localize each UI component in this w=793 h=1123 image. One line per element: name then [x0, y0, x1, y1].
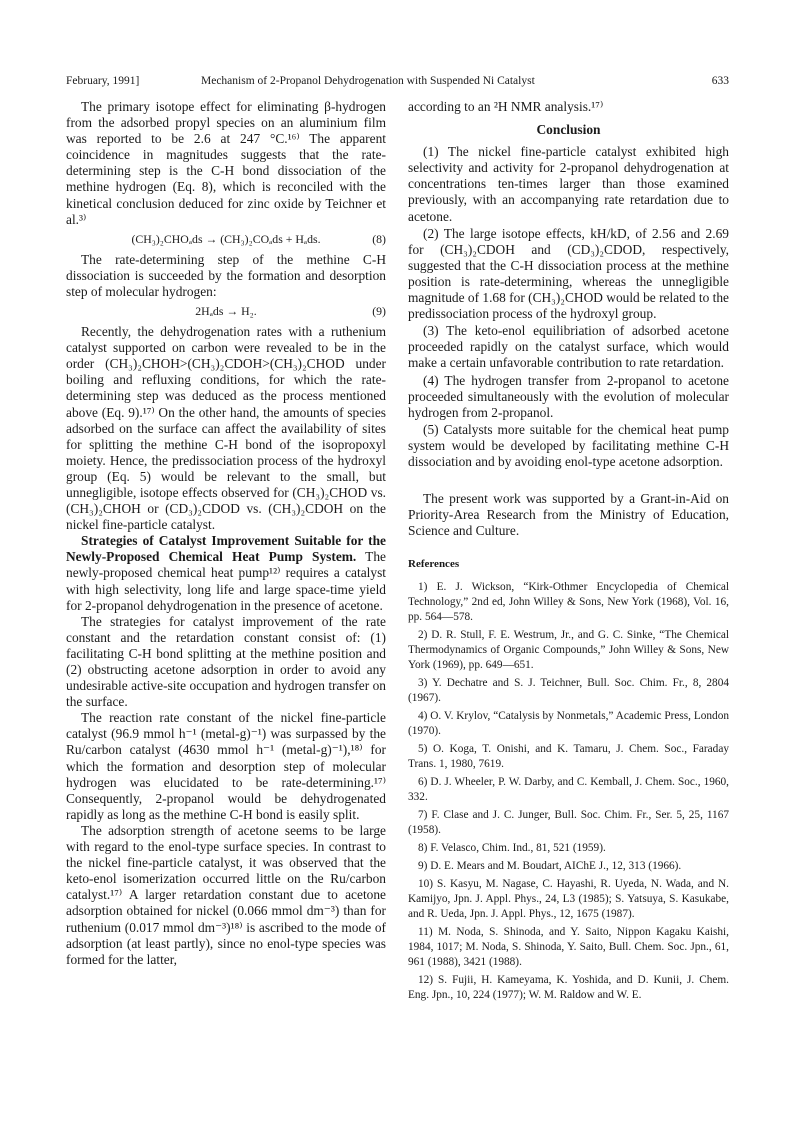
paragraph: The reaction rate constant of the nickel fine-particle catalyst (96.9 mmol h⁻¹ (metal-g)⁻¹) was surpassed by the Ru/carbon catalyst (4630 mmol h⁻¹ (metal-g)⁻¹),¹⁸⁾ for which the formation and desorption step of molecular hydrogen was elucidated to be rate-determining.¹⁷⁾ Consequently, 2-propanol would be dehydrogenated rapidly as long as the methine C-H bond is easily split. — [66, 710, 386, 822]
page-number: 633 — [711, 75, 729, 87]
run-in-heading: Strategies of Catalyst Improvement Suitable for the Newly-Proposed Chemical Heat Pump System. — [66, 533, 386, 565]
paragraph — [66, 533, 386, 613]
paragraph: The adsorption strength of acetone seems to be large with regard to the enol-type surface species. In contrast to the nickel fine-particle catalyst, it was observed that the keto-enol isomerization occurred little on the Ru/carbon catalyst.¹⁷⁾ A larger retardation constant due to acetone adsorption obtained for nickel (0.066 mmol dm⁻³) than for ruthenium (0.017 mmol dm⁻³)¹⁸⁾ is ascribed to the mode of adsorption (at least partly), since no enol-type species was formed for the latter, — [66, 822, 386, 967]
section-heading: Conclusion — [536, 122, 601, 138]
equation-number: (8) — [372, 231, 386, 246]
equation-formula: 2Hₐds → H₂. — [195, 304, 257, 319]
paragraph: The strategies for catalyst improvement of the rate constant and the retardation constant consist of: (1) facilitating C-H bond splitting at the methine position and (2) obstructing acetone adsorption in order to avoid any undesirable active-site occupation and hydrogen transfer on the surface. — [66, 613, 386, 710]
reference-item: 7) F. Clase and J. C. Junger, Bull. Soc. Chim. Fr., Ser. 5, 25, 1167 (1958). — [408, 809, 729, 837]
paragraph: The primary isotope effect for eliminating β-hydrogen from the adsorbed propyl species on an aluminium film was reported to be 2.6 at 247 °C.¹⁶⁾ The apparent coincidence in magnitudes suggests that the rate-determining step is the C-H bond dissociation of the methine hydrogen (Eq. 8), which is reconciled with the kinetical conclusion deduced for zinc oxide by Teichner et al.³⁾ — [66, 99, 386, 227]
conclusion-item: (4) The hydrogen transfer from 2-propanol to acetone proceeded simultaneously with the evolution of molecular hydrogen from 2-propanol. — [408, 372, 729, 420]
conclusion-item: (3) The keto-enol equilibriation of adsorbed acetone proceeded rapidly on the catalyst surface, which would make a certain unfavorable contribution to rate retardation. — [408, 323, 729, 371]
running-title: Mechanism of 2-Propanol Dehydrogenation with Suspended Ni Catalyst — [201, 75, 535, 87]
running-header — [66, 75, 729, 91]
reference-item: 12) S. Fujii, H. Kameyama, K. Yoshida, and D. Kunii, J. Chem. Eng. Jpn., 10, 224 (1977); W. M. Raldow and W. E. — [408, 974, 729, 1002]
paragraph: according to an ²H NMR analysis.¹⁷⁾ — [408, 99, 604, 114]
reference-item: 3) Y. Dechatre and S. J. Teichner, Bull. Soc. Chim. Fr., 8, 2804 (1967). — [408, 677, 729, 705]
equation-8 — [66, 231, 386, 247]
equation-number: (9) — [372, 304, 386, 319]
reference-item: 1) E. J. Wickson, “Kirk-Othmer Encyclopedia of Chemical Technology,” 2nd ed, John Willey & Sons, New York (1968), Vol. 16, pp. 564—578. — [408, 581, 729, 624]
paragraph: Recently, the dehydrogenation rates with a ruthenium catalyst supported on carbon were revealed to be in the order (CH₃)₂CHOH>(CH₃)₂CDOH>(CH₃)₂CHOD under boiling and refluxing conditions, for which the rate-determining step was deduced as the process mentioned above (Eq. 9).¹⁷⁾ On the other hand, the amounts of species adsorbed on the surface can affect the availability of sites for splitting the methine C-H bond of the isopropoxyl moiety. Hence, the predissociation process of the hydroxyl group (Eq. 5) would be relevant to the small, but unnegligible, isotope effects observed for (CH₃)₂CHOD vs. (CH₃)₂CHOH or (CD₃)₂CDOD vs. (CH₃)₂CDOH on the nickel fine-particle catalyst. — [66, 324, 386, 533]
paragraph-body: The newly-proposed chemical heat pump¹²⁾ requires a catalyst with high selectivity, long life and large space-time yield for 2-propanol dehydrogenation in the presence of acetone. — [66, 549, 386, 613]
reference-item: 9) D. E. Mears and M. Boudart, AIChE J., 12, 313 (1966). — [418, 860, 682, 873]
references-heading: References — [408, 558, 460, 571]
equation-9 — [66, 303, 386, 319]
reference-item: 5) O. Koga, T. Onishi, and K. Tamaru, J. Chem. Soc., Faraday Trans. 1, 1980, 7619. — [408, 743, 729, 771]
reference-item: 6) D. J. Wheeler, P. W. Darby, and C. Kemball, J. Chem. Soc., 1960, 332. — [408, 776, 729, 804]
reference-item: 4) O. V. Krylov, “Catalysis by Nonmetals,” Academic Press, London (1970). — [408, 710, 729, 738]
right-column — [408, 99, 729, 1006]
conclusion-list — [408, 144, 729, 470]
reference-list — [408, 580, 729, 1003]
reference-item: 2) D. R. Stull, F. E. Westrum, Jr., and G. C. Sinke, “The Chemical Thermodynamics of Organic Compounds,” John Willey & Sons, New York (1969), pp. 649—651. — [408, 629, 729, 672]
journal-date: February, 1991] — [66, 75, 140, 87]
conclusion-item: (1) The nickel fine-particle catalyst exhibited high selectivity and activity for 2-propanol dehydrogenation at concentrations ten-times larger than those examined previously, with an accompanying rate retardation due to acetone. — [408, 144, 729, 224]
paragraph: The rate-determining step of the methine C-H dissociation is succeeded by the formation and desorption step of molecular hydrogen: — [66, 251, 386, 299]
reference-item: 10) S. Kasyu, M. Nagase, C. Hayashi, R. Uyeda, N. Wada, and N. Kamijyo, Jpn. J. Appl. Phys., 24, L3 (1985); S. Yatsuya, S. Kasukabe, and R. Ueda, Jpn. J. Appl. Phys., 12, 1675 (1987). — [408, 878, 729, 921]
reference-item: 8) F. Velasco, Chim. Ind., 81, 521 (1959). — [418, 842, 606, 855]
conclusion-item: (2) The large isotope effects, kH/kD, of 2.56 and 2.69 for (CH₃)₂CDOH and (CD₃)₂CDOD, respectively, suggested that the C-H dissociation process at the methine position is rate-determining, whereas the unnegligible magnitude of 1.68 for (CH₃)₂CHOD would be related to the predissociation process of the hydroxyl group. — [408, 225, 729, 322]
acknowledgement: The present work was supported by a Grant-in-Aid on Priority-Area Research from the Ministry of Education, Science and Culture. — [408, 491, 729, 539]
equation-formula: (CH₃)₂CHOₐds → (CH₃)₂COₐds + Hₐds. — [131, 231, 321, 246]
conclusion-item: (5) Catalysts more suitable for the chemical heat pump system would be developed by facilitating methine C-H dissociation and by avoiding enol-type acetone adsorption. — [408, 421, 729, 469]
left-column — [66, 99, 386, 968]
reference-item: 11) M. Noda, S. Shinoda, and Y. Saito, Nippon Kagaku Kaishi, 1984, 1017; M. Noda, S. Shinoda, Y. Saito, Bull. Chem. Soc. Jpn., 61, 961 (1988), 3421 (1988). — [408, 926, 729, 969]
